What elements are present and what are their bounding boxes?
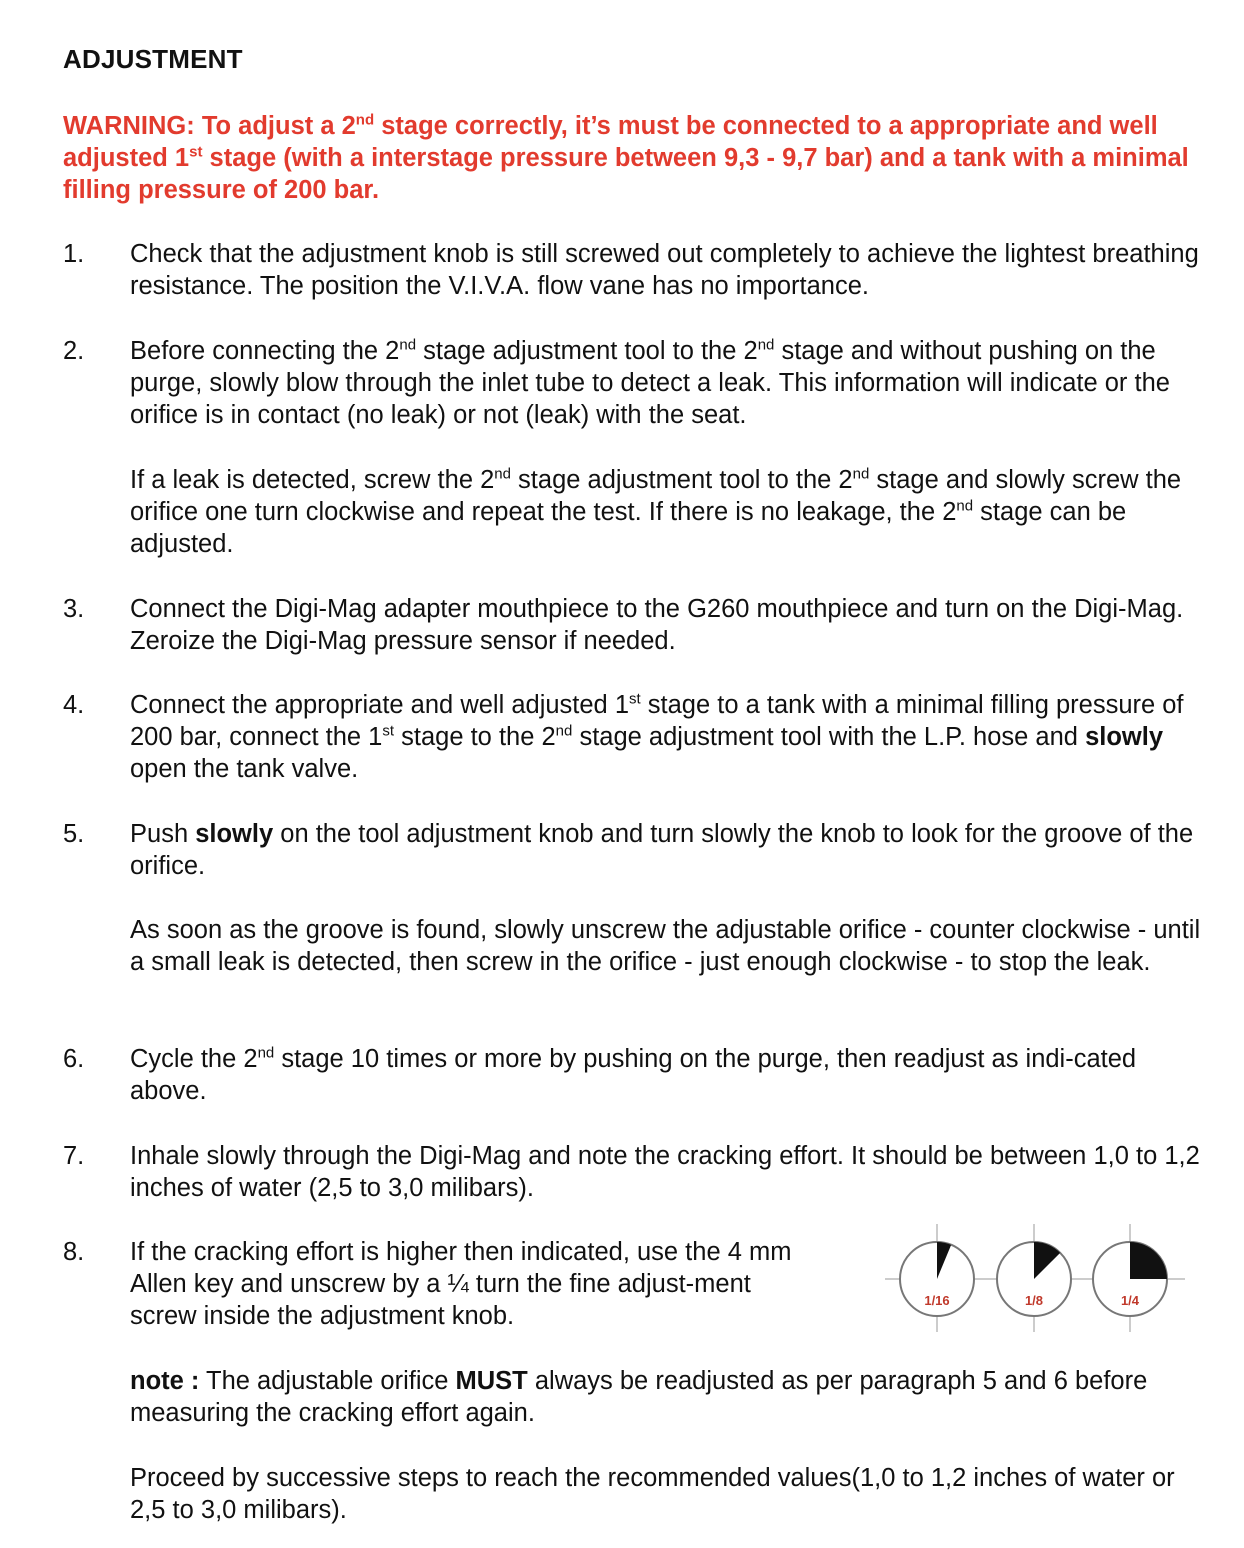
step-4-number: 4. xyxy=(63,691,85,719)
warning-text: WARNING: To adjust a 2 xyxy=(63,112,356,140)
step-8-number: 8. xyxy=(63,1238,85,1266)
emphasis-text: MUST xyxy=(455,1367,528,1395)
step-text: stage to the 2 xyxy=(394,723,556,752)
step-8-note xyxy=(130,1365,1210,1429)
step-text: stage adjustment tool to the 2 xyxy=(416,337,758,365)
step-6-number: 6. xyxy=(63,1045,85,1073)
warning-paragraph xyxy=(63,110,1193,206)
dial-2-label: 1/8 xyxy=(1024,1293,1044,1308)
step-5-groove-paragraph: As soon as the groove is found, slowly unscrew the adjustable orifice - counter clockwise - until a small leak is detected, then screw in the orifice - just enough clockwise - to stop the leak. xyxy=(130,916,1201,977)
step-text: stage adjustment tool to the 2 xyxy=(510,466,853,494)
superscript: nd xyxy=(355,111,375,129)
turn-fraction-diagram xyxy=(885,1224,1185,1334)
step-2-number: 2. xyxy=(63,337,85,365)
step-8-proceed: Proceed by successive steps to reach the recommended values(1,0 to 1,2 inches of water or 2,5 to 3,0 milibars). xyxy=(130,1464,1175,1525)
superscript: nd xyxy=(494,465,511,483)
dial-3-wedge xyxy=(1130,1242,1167,1279)
superscript: st xyxy=(382,722,395,740)
dial-1-16-turn xyxy=(900,1224,974,1332)
step-2-text xyxy=(130,335,1210,432)
step-5-number: 5. xyxy=(63,820,85,848)
dial-1-4-turn xyxy=(1093,1224,1167,1332)
step-text: The adjustable orifice xyxy=(199,1367,456,1395)
superscript: st xyxy=(189,143,203,161)
step-3-text: Connect the Digi-Mag adapter mouthpiece to the G260 mouthpiece and turn on the Digi-Mag. Zeroize the Digi-Mag pressure sensor if needed. xyxy=(130,595,1184,656)
step-4-text xyxy=(130,689,1210,786)
step-5-text xyxy=(130,818,1210,882)
warning-text: stage (with a interstage pressure between 9,3 - 9,7 bar) and a tank with a minimal filling pressure of 200 bar. xyxy=(63,144,1189,204)
step-7-number: 7. xyxy=(63,1142,85,1170)
step-8-text: If the cracking effort is higher then indicated, use the 4 mm Allen key and unscrew by a ¼ turn the fine adjust-ment screw inside the adjustment knob. xyxy=(130,1238,792,1331)
step-text: always be readjusted as per paragraph 5 and 6 before measuring the cracking effort again. xyxy=(130,1367,1148,1428)
emphasis-text: slowly xyxy=(195,820,274,848)
superscript: nd xyxy=(555,722,573,740)
step-text: stage and slowly screw the orifice one turn clockwise and repeat the test. If there is no leakage, the 2 xyxy=(130,466,1182,527)
note-label: note : xyxy=(130,1367,200,1395)
step-text: stage adjustment tool with the L.P. hose and xyxy=(572,723,1086,752)
superscript: st xyxy=(629,690,641,708)
superscript: nd xyxy=(257,1044,275,1062)
step-1-number: 1. xyxy=(63,240,85,268)
dial-1-label: 1/16 xyxy=(924,1293,950,1308)
step-6-text xyxy=(130,1043,1210,1107)
dial-3-label: 1/4 xyxy=(1120,1293,1140,1308)
step-3-number: 3. xyxy=(63,595,85,623)
step-text: Push xyxy=(130,820,196,848)
emphasis-text: slowly xyxy=(1085,723,1164,752)
section-title: ADJUSTMENT xyxy=(63,44,243,74)
step-text: stage and without pushing on the purge, slowly blow through the inlet tube to detect a leak. This information will indicate or the orifice is in contact (no leak) or not (leak) with the seat. xyxy=(130,337,1170,430)
step-text: Connect the appropriate and well adjusted 1 xyxy=(130,691,630,719)
step-text: If a leak is detected, screw the 2 xyxy=(130,466,495,494)
step-text: open the tank valve. xyxy=(130,755,359,784)
step-text: stage to a tank with a minimal filling pressure of 200 bar, connect the 1 xyxy=(130,691,1184,752)
superscript: nd xyxy=(757,336,775,354)
step-text: stage can be adjusted. xyxy=(130,498,1127,559)
warning-text: stage correctly, it’s must be connected to a appropriate and well adjusted 1 xyxy=(63,112,1158,172)
step-1-text: Check that the adjustment knob is still screwed out completely to achieve the lightest breathing resistance. The position the V.I.V.A. flow vane has no importance. xyxy=(130,240,1199,301)
step-text: on the tool adjustment knob and turn slowly the knob to look for the groove of the orifice. xyxy=(130,820,1194,881)
superscript: nd xyxy=(852,465,870,483)
superscript: nd xyxy=(956,497,974,515)
step-2-leak-paragraph xyxy=(130,464,1210,561)
superscript: nd xyxy=(399,336,417,354)
dial-1-8-turn xyxy=(997,1224,1071,1332)
step-text: stage 10 times or more by pushing on the purge, then readjust as indi-cated above. xyxy=(130,1045,1137,1106)
step-7-text: Inhale slowly through the Digi-Mag and note the cracking effort. It should be between 1,0 to 1,2 inches of water (2,5 to 3,0 milibars). xyxy=(130,1142,1200,1203)
step-text: Cycle the 2 xyxy=(130,1045,258,1073)
step-text: Before connecting the 2 xyxy=(130,337,400,365)
